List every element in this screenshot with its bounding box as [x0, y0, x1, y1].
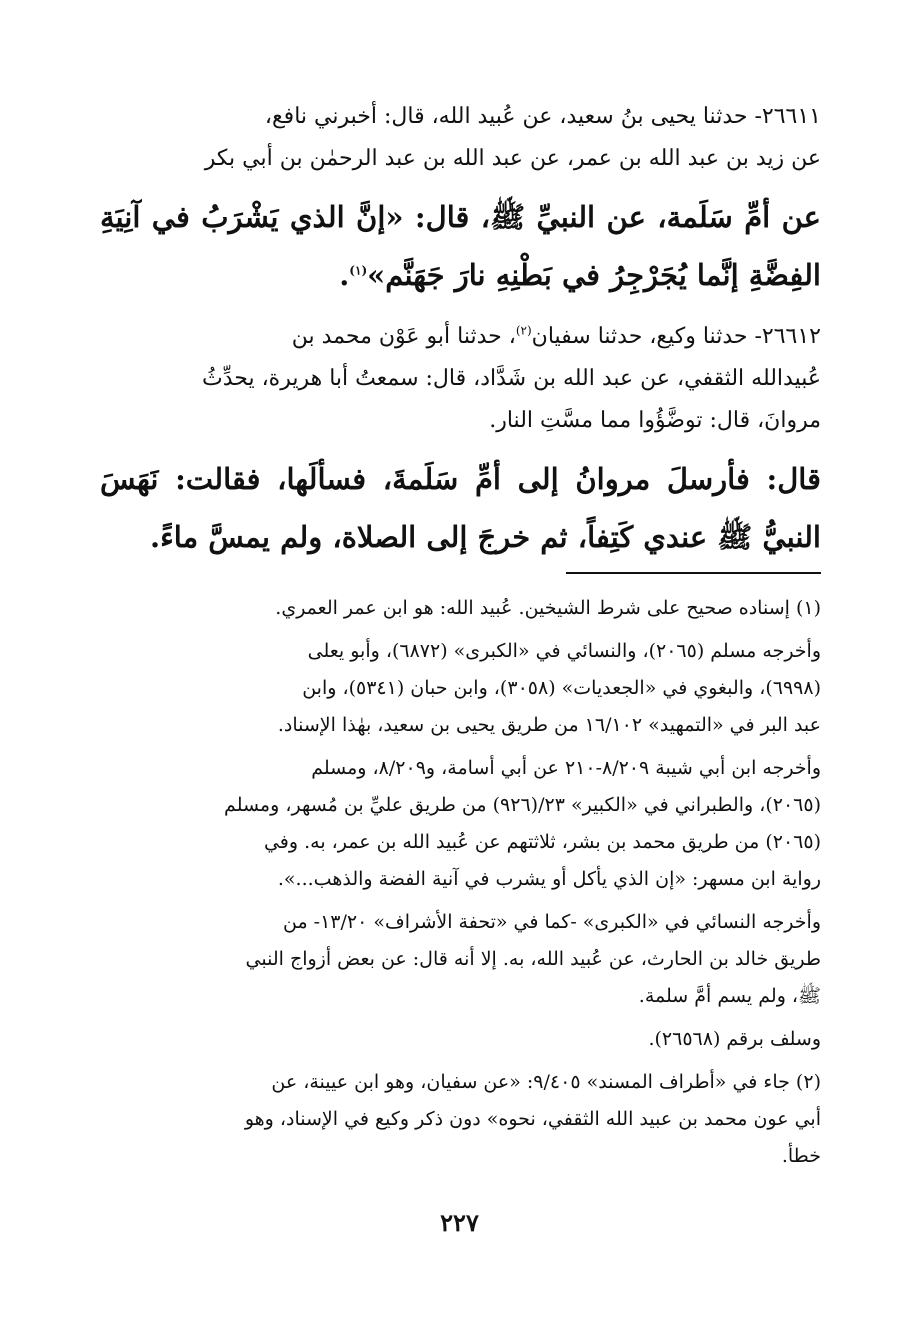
- footnote-line: وسلف برقم (٢٦٥٦٨).: [648, 1028, 821, 1050]
- text-line: عُبيدالله الثقفي، عن عبد الله بن شَدَّاد، قال: سمعتُ أبا هريرة، يحدِّثُ: [202, 366, 821, 391]
- hadith-26612-isnad: [100, 316, 821, 442]
- matn-text: الفِضَّةِ إنَّما يُجَرْجِرُ في بَطْنِهِ نارَ جَهَنَّم»: [367, 258, 821, 292]
- footnote-line: وأخرجه ابن أبي شيبة ٨/٢٠٩-٢١٠ عن أبي أسامة، و٨/٢٠٩، ومسلم: [311, 757, 821, 779]
- footnote-line: (٢٠٦٥) من طريق محمد بن بشر، ثلاثتهم عن عُبيد الله بن عمر، به. وفي: [263, 831, 821, 853]
- footnote-1-para: [100, 750, 821, 898]
- footnote-1-para: [100, 1021, 821, 1058]
- matn-line: قال: فأرسلَ مروانُ إلى أمِّ سَلَمةَ، فسألَها، فقالت: نَهَسَ: [100, 462, 821, 496]
- matn-line: [100, 246, 821, 304]
- footnote-line: (٢٠٦٥)، والطبراني في «الكبير» ٢٣/(٩٢٦) من طريق عليِّ بن مُسهر، ومسلم: [224, 794, 821, 816]
- text-line: ٢٦٦١١- حدثنا يحيى بنُ سعيد، عن عُبيد الله، قال: أخبرني نافع،: [264, 104, 821, 129]
- footnote-line: ﷺ، ولم يسم أمَّ سلمة.: [638, 985, 821, 1007]
- isnad-text: ، حدثنا أبو عَوْن محمد بن: [291, 324, 516, 349]
- matn-line: النبيُّ ﷺ عندي كَتِفاً، ثم خرجَ إلى الصلاة، ولم يمسَّ ماءً.: [150, 520, 821, 554]
- footnote-ref-2: (٢): [515, 323, 532, 338]
- footnote-line: وأخرجه مسلم (٢٠٦٥)، والنسائي في «الكبرى» (٦٨٧٢)، وأبو يعلى: [307, 640, 821, 662]
- footnote-divider: [566, 572, 821, 574]
- text-line: مروانَ، قال: توضَّؤُوا مما مسَّتِ النار.: [489, 408, 821, 433]
- hadith-26611-isnad: [100, 96, 821, 180]
- footnote-line: (٢) جاء في «أطراف المسند» ٩/٤٠٥: «عن سفيان، وهو ابن عيينة، عن: [271, 1071, 821, 1093]
- footnotes: [100, 590, 821, 1175]
- footnote-ref-1: (١): [349, 263, 368, 278]
- hadith-26611-matn: [100, 188, 821, 304]
- footnote-2-para: [100, 1064, 821, 1175]
- footnote-line: وأخرجه النسائي في «الكبرى» -كما في «تحفة الأشراف» ١٣/٢٠- من: [282, 911, 821, 933]
- footnote-line: أبي عون محمد بن عبيد الله الثقفي، نحوه» دون ذكر وكيع في الإسناد، وهو: [244, 1108, 821, 1130]
- isnad-text: ٢٦٦١٢- حدثنا وكيع، حدثنا سفيان: [531, 324, 821, 349]
- page-number: ٢٢٧: [440, 1208, 479, 1237]
- footnote-1-para: [100, 590, 821, 627]
- footnote-1-para: [100, 904, 821, 1015]
- footnote-line: (١) إسناده صحيح على شرط الشيخين. عُبيد الله: هو ابن عمر العمري.: [275, 597, 821, 619]
- matn-text: .: [339, 258, 350, 292]
- footnote-1-para: [100, 633, 821, 744]
- footnote-line: (٦٩٩٨)، والبغوي في «الجعديات» (٣٠٥٨)، وابن حبان (٥٣٤١)، وابن: [302, 677, 821, 699]
- footnote-line: رواية ابن مسهر: «إن الذي يأكل أو يشرب في آنية الفضة والذهب...».: [277, 868, 821, 890]
- matn-line: عن أمِّ سَلَمة، عن النبيِّ ﷺ، قال: «إنَّ الذي يَشْرَبُ في آنِيَةِ: [100, 200, 821, 234]
- footnote-line: طريق خالد بن الحارث، عن عُبيد الله، به. إلا أنه قال: عن بعض أزواج النبي: [245, 948, 821, 970]
- text-line: [100, 316, 821, 358]
- footnote-line: عبد البر في «التمهيد» ١٦/١٠٢ من طريق يحيى بن سعيد، بهٰذا الإسناد.: [277, 714, 821, 736]
- text-line: عن زيد بن عبد الله بن عمر، عن عبد الله بن عبد الرحمٰن بن أبي بكر: [204, 146, 821, 171]
- footnote-line: خطأ.: [781, 1145, 821, 1167]
- hadith-26612-matn: [100, 450, 821, 566]
